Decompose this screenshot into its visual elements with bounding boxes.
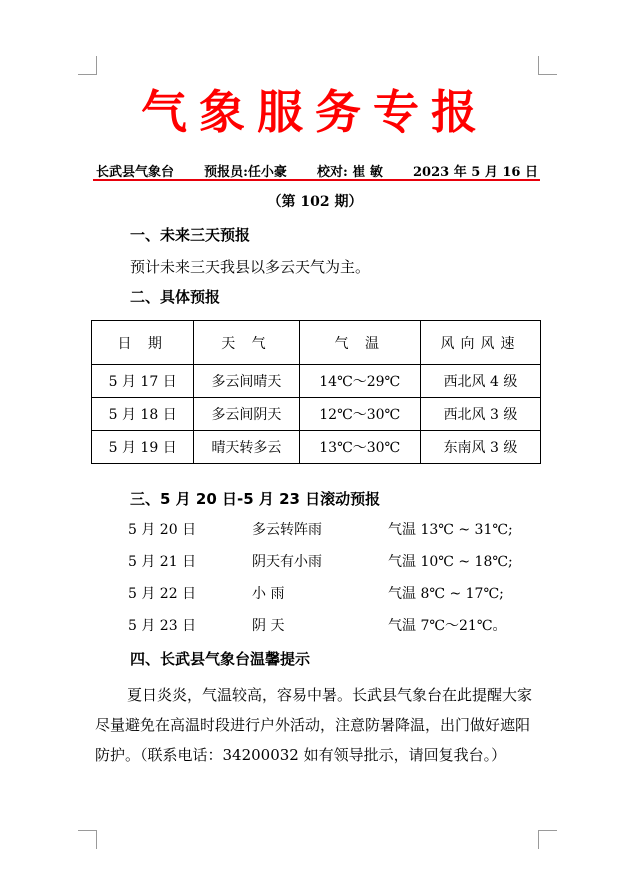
table-header-cell: 风向风速 <box>420 321 540 365</box>
rolling-temp: 气温 8℃ ~ 17℃; <box>388 586 504 602</box>
crop-mark-top-left <box>78 56 97 75</box>
rolling-temp: 气温 10℃ ~ 18℃; <box>388 554 513 570</box>
table-cell-wind: 东南风 3 级 <box>420 431 540 464</box>
table-row <box>92 431 541 464</box>
section-heading-2: 二、具体预报 <box>130 288 221 306</box>
rolling-temp: 气温 7℃～21℃。 <box>388 618 507 634</box>
table-cell-weather: 晴天转多云 <box>194 431 299 464</box>
proofreader: 校对: 崔 敏 <box>317 164 383 180</box>
table-cell-wind: 西北风 4 级 <box>420 365 540 398</box>
rolling-weather: 小 雨 <box>252 586 285 602</box>
table-header-cell: 气 温 <box>299 321 420 365</box>
table-cell-wind: 西北风 3 级 <box>420 398 540 431</box>
tip-paragraph: 夏日炎炎，气温较高，容易中暑。长武县气象台在此提醒大家尽量避免在高温时段进行户外活动，注意防暑降温，出门做好遮阳防护。（联系电话：34200032 如有领导批示，请回复我台。） <box>95 686 533 764</box>
table-row <box>92 398 541 431</box>
section-1-text: 预计未来三天我县以多云天气为主。 <box>130 258 371 276</box>
rolling-date: 5 月 22 日 <box>128 586 197 602</box>
table-header-row <box>92 321 541 365</box>
forecast-table <box>91 320 541 464</box>
rolling-date: 5 月 21 日 <box>128 554 197 570</box>
table-cell-date: 5 月 19 日 <box>92 431 194 464</box>
table-cell-temp: 14℃～29℃ <box>299 365 420 398</box>
issue-number: （第 102 期） <box>267 194 363 210</box>
table-cell-temp: 12℃～30℃ <box>299 398 420 431</box>
crop-mark-bottom-right <box>538 830 557 849</box>
rolling-date: 5 月 20 日 <box>128 522 197 538</box>
rolling-date: 5 月 23 日 <box>128 618 197 634</box>
table-cell-weather: 多云间阴天 <box>194 398 299 431</box>
table-row <box>92 365 541 398</box>
rolling-temp: 气温 13℃ ~ 31℃; <box>388 522 513 538</box>
section-heading-1: 一、未来三天预报 <box>130 226 251 244</box>
table-header-cell: 日 期 <box>92 321 194 365</box>
red-divider <box>93 179 540 181</box>
info-line <box>96 160 538 180</box>
table-cell-date: 5 月 18 日 <box>92 398 194 431</box>
rolling-weather: 多云转阵雨 <box>252 522 322 538</box>
table-cell-temp: 13℃～30℃ <box>299 431 420 464</box>
section-heading-4: 四、长武县气象台温馨提示 <box>130 650 311 668</box>
crop-mark-bottom-left <box>78 830 97 849</box>
rolling-weather: 阴 天 <box>252 618 285 634</box>
table-header-cell: 天 气 <box>194 321 299 365</box>
crop-mark-top-right <box>538 56 557 75</box>
forecaster: 预报员:任小豪 <box>204 164 287 180</box>
issue-date: 2023 年 5 月 16 日 <box>413 164 538 180</box>
section-heading-3: 三、5 月 20 日-5 月 23 日滚动预报 <box>130 490 381 508</box>
table-cell-weather: 多云间晴天 <box>194 365 299 398</box>
table-cell-date: 5 月 17 日 <box>92 365 194 398</box>
agency-name: 长武县气象台 <box>96 164 175 180</box>
rolling-weather: 阴天有小雨 <box>252 554 322 570</box>
masthead-title: 气象服务专报 <box>141 85 489 139</box>
